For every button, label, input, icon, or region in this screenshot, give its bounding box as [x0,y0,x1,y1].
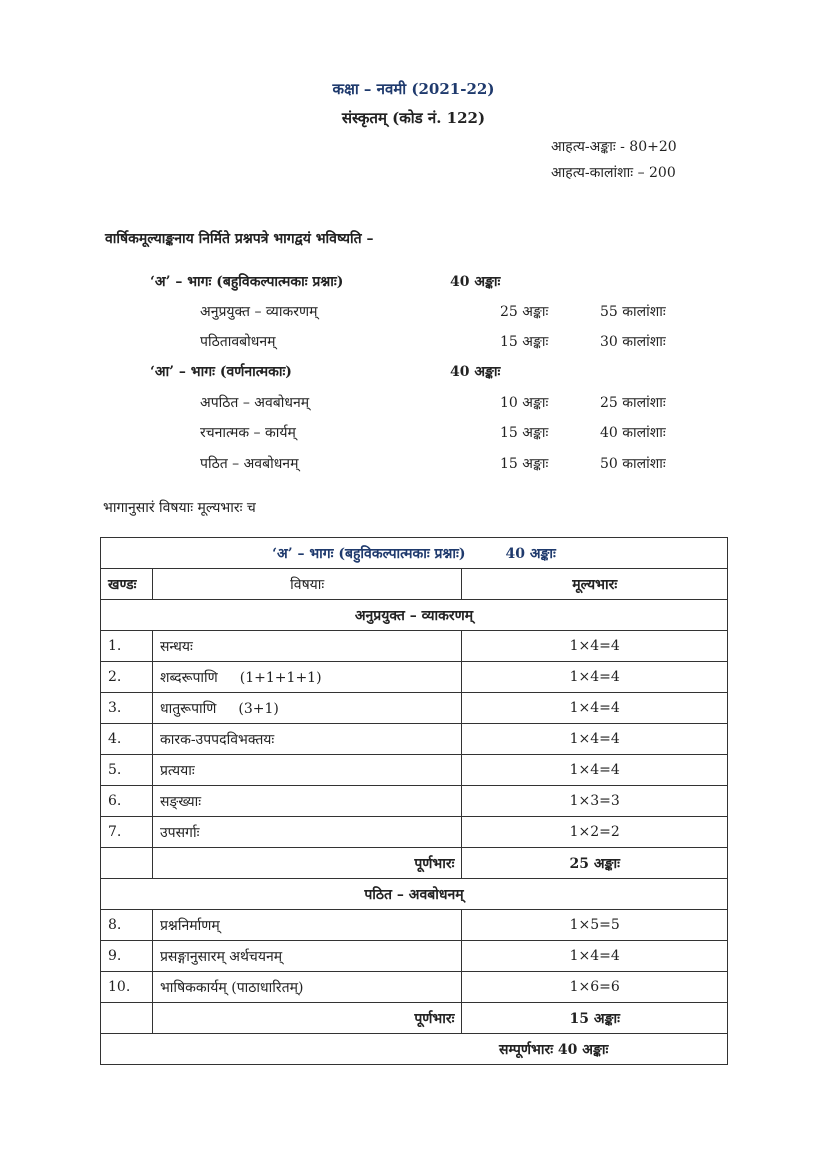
table-row [101,817,728,848]
table-row [101,972,728,1003]
exam-intro: वार्षिकमूल्याङ्कनाय निर्मिते प्रश्नपत्रे भागद्वयं भविष्यति – [105,231,374,247]
row-number: 3. [101,693,153,724]
row-weight: 1×3=3 [462,786,728,817]
section-heading-row [101,600,728,631]
table-row [101,941,728,972]
part-b-item-periods: 50 कालांशाः [600,456,666,472]
subtotal-value: 15 अङ्काः [462,1003,728,1034]
row-number: 8. [101,910,153,941]
row-number: 6. [101,786,153,817]
row-topic: सन्धयः [152,631,461,662]
row-weight: 1×4=4 [462,941,728,972]
row-topic: शब्दरूपाणि (1+1+1+1) [152,662,461,693]
row-weight: 1×4=4 [462,662,728,693]
table-title-row [101,538,728,569]
part-b-item-name: रचनात्मक – कार्यम् [200,425,296,441]
col-header-topics: विषयाः [152,569,461,600]
table-row [101,662,728,693]
row-weight: 1×4=4 [462,631,728,662]
total-marks: आहत्य-अङ्काः - 80+20 [551,139,677,155]
table-title: ‘अ’ – भागः (बहुविकल्पात्मकाः प्रश्नाः) [272,545,466,562]
subtotal-row [101,848,728,879]
row-topic: प्रत्ययाः [152,755,461,786]
subtotal-row [101,1003,728,1034]
row-topic: धातुरूपाणि (3+1) [152,693,461,724]
row-weight: 1×4=4 [462,724,728,755]
row-number: 10. [101,972,153,1003]
subject-title: संस्कृतम् (कोड नं. 122) [341,109,486,127]
part-b-item-name: पठित – अवबोधनम् [200,456,299,472]
row-weight: 1×4=4 [462,693,728,724]
part-a-item-marks: 15 अङ्काः [500,334,549,350]
row-topic: सङ्ख्याः [152,786,461,817]
row-topic: कारक-उपपदविभक्तयः [152,724,461,755]
weightage-table [100,537,728,1065]
part-b-item-marks: 10 अङ्काः [500,395,549,411]
grand-total: सम्पूर्णभारः 40 अङ्काः [101,1034,728,1065]
table-row [101,910,728,941]
section1-heading: अनुप्रयुक्त – व्याकरणम् [101,600,728,631]
row-weight: 1×2=2 [462,817,728,848]
part-a-label: ‘अ’ – भागः (बहुविकल्पात्मकाः प्रश्नाः) [150,274,344,290]
part-b-item-name: अपठित – अवबोधनम् [200,395,310,411]
row-topic: प्रश्ननिर्माणम् [152,910,461,941]
table-row [101,631,728,662]
total-periods: आहत्य-कालांशाः – 200 [551,165,676,181]
row-topic: प्रसङ्गानुसारम् अर्थचयनम् [152,941,461,972]
table-row [101,724,728,755]
table-row [101,693,728,724]
part-a-item-periods: 30 कालांशाः [600,334,666,350]
grand-total-row [101,1034,728,1065]
subtotal-value: 25 अङ्काः [462,848,728,879]
part-a-item-marks: 25 अङ्काः [500,304,549,320]
table-title-marks: 40 अङ्काः [505,545,556,562]
part-a-item-name: अनुप्रयुक्त – व्याकरणम् [200,304,318,320]
subtotal-label: पूर्णभारः [152,848,461,879]
table-header-row [101,569,728,600]
part-b-item-periods: 25 कालांशाः [600,395,666,411]
row-number: 9. [101,941,153,972]
row-number: 5. [101,755,153,786]
row-weight: 1×6=6 [462,972,728,1003]
row-number: 7. [101,817,153,848]
part-a-marks: 40 अङ्काः [450,274,501,290]
row-number: 4. [101,724,153,755]
table-row [101,755,728,786]
part-b-marks: 40 अङ्काः [450,364,501,380]
col-header-section: खण्डः [101,569,153,600]
col-header-weight: मूल्यभारः [462,569,728,600]
part-a-item-periods: 55 कालांशाः [600,304,666,320]
row-weight: 1×4=4 [462,755,728,786]
section-heading-row [101,879,728,910]
part-a-item-name: पठितावबोधनम् [200,334,276,350]
table-row [101,786,728,817]
row-topic-detail: (1+1+1+1) [239,669,322,686]
part-b-label: ‘आ’ – भागः (वर्णनात्मकाः) [150,364,292,380]
part-b-item-periods: 40 कालांशाः [600,425,666,441]
row-topic-detail: (3+1) [238,700,279,717]
part-b-item-marks: 15 अङ्काः [500,456,549,472]
row-topic: भाषिककार्यम् (पाठाधारितम्) [152,972,461,1003]
row-number: 1. [101,631,153,662]
class-title: कक्षा – नवमी (2021-22) [332,80,495,98]
section2-heading: पठित – अवबोधनम् [101,879,728,910]
section-heading: भागानुसारं विषयाः मूल्यभारः च [103,500,256,516]
row-weight: 1×5=5 [462,910,728,941]
subtotal-label: पूर्णभारः [152,1003,461,1034]
row-topic: उपसर्गाः [152,817,461,848]
row-number: 2. [101,662,153,693]
part-b-item-marks: 15 अङ्काः [500,425,549,441]
